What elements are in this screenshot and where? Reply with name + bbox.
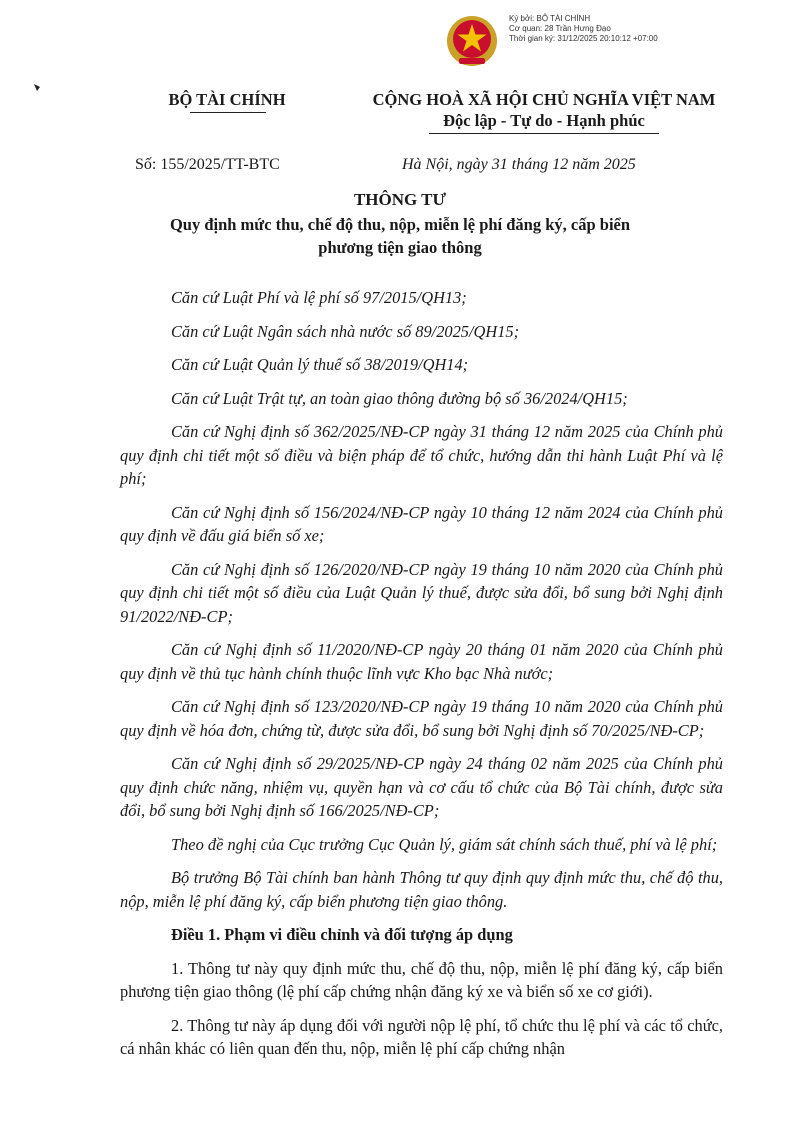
national-motto: Độc lập - Tự do - Hạnh phúc	[443, 111, 645, 130]
legal-basis: Căn cứ Nghị định số 11/2020/NĐ-CP ngày 20 tháng 01 năm 2020 của Chính phủ quy định về thủ tục hành chính thuộc lĩnh vực Kho bạc Nhà nước;	[120, 640, 723, 683]
issuance-statement: Bộ trưởng Bộ Tài chính ban hành Thông tư quy định quy định mức thu, chế độ thu, nộp, miễn lệ phí đăng ký, cấp biển phương tiện giao thông.	[120, 868, 723, 911]
legal-basis: Căn cứ Nghị định số 156/2024/NĐ-CP ngày 10 tháng 12 năm 2024 của Chính phủ quy định về đấu giá biển số xe;	[120, 502, 723, 545]
legal-basis: Căn cứ Luật Phí và lệ phí số 97/2015/QH13;	[171, 288, 467, 307]
motto-underline	[429, 133, 659, 134]
document-number: Số: 155/2025/TT-BTC	[135, 156, 280, 173]
article-1-heading: Điều 1. Phạm vi điều chỉnh và đối tượng áp dụng	[171, 925, 513, 944]
issuing-agency: BỘ TÀI CHÍNH	[168, 90, 286, 109]
place-and-date: Hà Nội, ngày 31 tháng 12 năm 2025	[402, 156, 636, 173]
legal-basis: Căn cứ Luật Ngân sách nhà nước số 89/2025/QH15;	[171, 321, 520, 341]
legal-basis: Căn cứ Luật Trật tự, an toàn giao thông đường bộ số 36/2024/QH15;	[171, 388, 628, 408]
legal-basis: Căn cứ Luật Quản lý thuế số 38/2019/QH14;	[171, 355, 469, 374]
document-body	[120, 286, 723, 1071]
article-1-clause-2: 2. Thông tư này áp dụng đối với người nộp lệ phí, tổ chức thu lệ phí và các tổ chức, cá nhân khác có liên quan đến thu, nộp, miễn lệ phí cấp chứng nhận	[120, 1015, 723, 1058]
legal-basis: Căn cứ Nghị định số 362/2025/NĐ-CP ngày 31 tháng 12 năm 2025 của Chính phủ quy định chi tiết một số điều và biện pháp để tổ chức, hướng dẫn thi hành Luật Phí và lệ phí;	[120, 422, 723, 488]
article-1-clause-1: 1. Thông tư này quy định mức thu, chế độ thu, nộp, miễn lệ phí đăng ký, cấp biển phương tiện giao thông (lệ phí cấp chứng nhận đăng ký xe và biển số xe cơ giới).	[120, 958, 723, 1001]
national-title: CỘNG HOÀ XÃ HỘI CHỦ NGHĨA VIỆT NAM	[372, 90, 716, 109]
signature-timestamp: Thời gian ký: 31/12/2025 20:10:12 +07:00	[509, 34, 658, 43]
signature-signer: Ký bởi: BỘ TÀI CHÍNH	[509, 14, 591, 23]
legal-basis: Căn cứ Nghị định số 29/2025/NĐ-CP ngày 24 tháng 02 năm 2025 của Chính phủ quy định chức năng, nhiệm vụ, quyền hạn và cơ cấu tổ chức của Bộ Tài chính, được sửa đổi, bổ sung bởi Nghị định số 166/2025/NĐ-CP;	[120, 754, 723, 820]
legal-basis: Căn cứ Nghị định số 126/2020/NĐ-CP ngày 19 tháng 10 năm 2020 của Chính phủ quy định chi tiết một số điều của Luật Quản lý thuế, được sửa đổi, bổ sung bởi Nghị định 91/2022/NĐ-CP;	[120, 559, 723, 626]
legal-basis: Căn cứ Nghị định số 123/2020/NĐ-CP ngày 19 tháng 10 năm 2020 của Chính phủ quy định về hóa đơn, chứng từ, được sửa đổi, bổ sung bởi Nghị định số 70/2025/NĐ-CP;	[120, 697, 723, 740]
document-subject: Quy định mức thu, chế độ thu, nộp, miễn lệ phí đăng ký, cấp biển phương tiện giao thông	[169, 215, 631, 257]
scan-speck	[33, 82, 43, 92]
national-emblem-icon	[446, 14, 498, 68]
signature-agency: Cơ quan: 28 Trần Hưng Đạo	[509, 24, 611, 33]
digital-signature-stamp	[509, 14, 658, 44]
document-type: THÔNG TƯ	[353, 190, 447, 209]
agency-underline	[190, 112, 266, 113]
proposal-statement: Theo đề nghị của Cục trưởng Cục Quản lý, giám sát chính sách thuế, phí và lệ phí;	[171, 834, 718, 854]
